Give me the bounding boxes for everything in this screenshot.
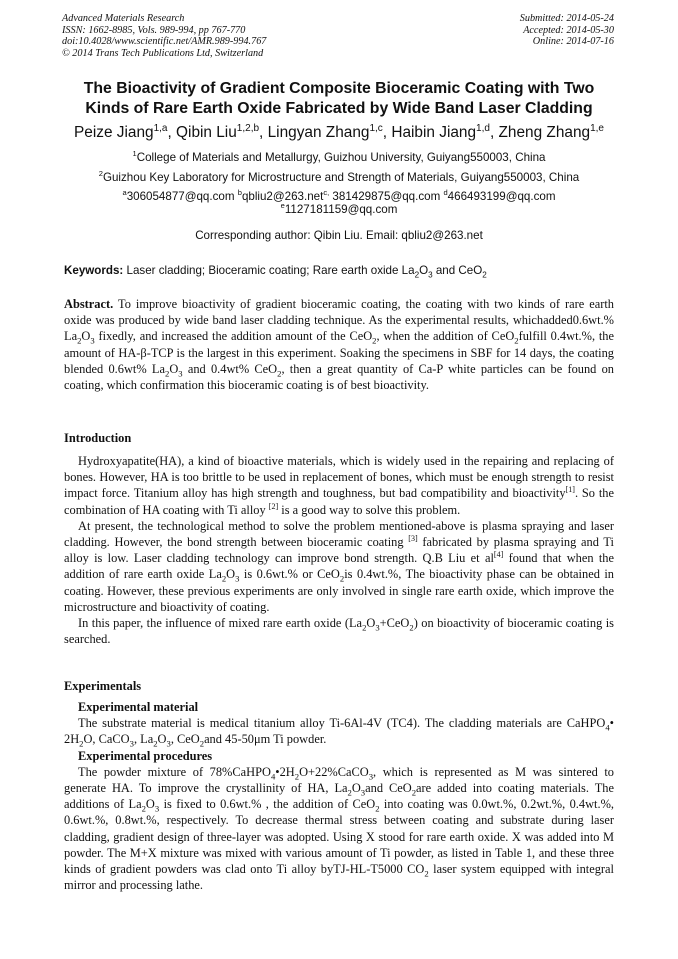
subscript: 2 [414, 270, 420, 280]
paragraph-text: In this paper, the influence of mixed rare earth oxide (La [78, 616, 363, 631]
abstract-text: , when the addition of CeO [376, 329, 515, 344]
subscript: 3 [368, 771, 374, 782]
subscript: 3 [166, 738, 171, 749]
paragraph-text: O [145, 797, 155, 812]
paragraph-text: At present, the technological method to solve the problem mentioned-above is plasma spraying and laser cladding. However, the bond strength between bioceramic coating [64, 518, 614, 550]
author-affil-mark: 1,c [369, 122, 383, 134]
author-name: Haibin Jiang [391, 124, 477, 141]
affiliation-1 [40, 151, 638, 165]
paragraph [64, 615, 614, 647]
keywords-text: O [419, 264, 429, 277]
email: 306054877@qq.com [126, 190, 238, 203]
paragraph-text: fabricated by plasma spraying and Ti alloy is low. Laser cladding technology can improve bond strength. Q.B Liu et al [64, 535, 615, 566]
paragraph-text: O+22%CaCO [299, 764, 369, 779]
journal-header-right [520, 13, 614, 48]
subscript: 3 [428, 270, 433, 280]
subscript: 2 [294, 771, 300, 782]
email: 466493199@qq.com [447, 190, 556, 203]
affiliation-mark: 1 [132, 149, 137, 159]
paragraph-text: •2H [275, 764, 295, 779]
subscript: 2 [199, 738, 205, 749]
abstract-text: and 0.4wt% CeO [182, 361, 278, 376]
copyright-line: © 2014 Trans Tech Publications Ltd, Switzerland [62, 47, 264, 59]
email: 381429875@qq.com [329, 190, 444, 203]
title-line-1: The Bioactivity of Gradient Composite Bioceramic Coating with Two [83, 80, 595, 97]
subscript: 2 [424, 868, 429, 879]
submitted-date: Submitted: 2014-05-24 [519, 13, 614, 24]
paragraph-text: O [366, 616, 376, 631]
paper-title [40, 79, 638, 118]
doi-line: doi:10.4028/www.scientific.net/AMR.989-994.767 [62, 36, 267, 48]
email-mark: b [237, 188, 242, 198]
issn-line: ISSN: 1662-8985, Vols. 989-994, pp 767-770 [62, 24, 246, 36]
abstract-text: O [169, 361, 179, 376]
subscript: 2 [347, 787, 352, 798]
keywords-label: Keywords: [64, 264, 124, 277]
abstract-label: Abstract. [64, 297, 114, 311]
subscript: 3 [129, 738, 134, 749]
introduction-body [64, 453, 614, 647]
paragraph-text: , CeO [170, 732, 200, 747]
email: 1127181159@qq.com [284, 202, 398, 216]
introduction-heading: Introduction [64, 431, 132, 445]
subscript: 3 [178, 368, 183, 379]
abstract-text: To improve bioactivity of gradient bioceramic coating, the coating with two kinds of rare earth oxide was produced by wide band laser cladding technique. As the experimental results, whichadded0.6wt.% La [64, 297, 614, 344]
subscript: 2 [482, 270, 487, 280]
accepted-date: Accepted: 2014-05-30 [523, 24, 614, 36]
abstract-text: , then a great quantity of Ca-P white particles can be found on coating, which confirmation this bioceramic coating is of best bioactivity. [64, 361, 614, 393]
citation: [1] [565, 485, 575, 495]
paragraph-text: laser system equipped with integral mirror and processing lathe. [64, 862, 614, 893]
abstract-paragraph [64, 296, 614, 393]
experimentals-heading: Experimentals [64, 679, 142, 693]
citation: [3] [408, 533, 418, 543]
subscript: 2 [409, 622, 414, 633]
subscript: 4 [605, 722, 610, 733]
paragraph-text: and 45-50μm Ti powder. [204, 732, 327, 747]
email-mark: c, [323, 188, 330, 198]
paragraph [64, 453, 614, 518]
subscript: 3 [154, 803, 160, 814]
journal-header-left [62, 13, 266, 59]
subscript: 3 [375, 622, 380, 633]
author-name: Qibin Liu [176, 124, 237, 141]
paragraph-text: +CeO [379, 616, 410, 631]
paragraph-text: O [157, 732, 167, 747]
paragraph-text: The substrate material is medical titanium alloy Ti-6Al-4V (TC4). The cladding materials are CaHPO [78, 716, 606, 731]
subscript: 2 [141, 803, 146, 814]
subscript: 2 [79, 738, 84, 749]
paragraph-text: found that when the addition of rare earth oxide La [64, 551, 614, 582]
email-mark: e [280, 200, 285, 210]
paragraph-text: O [351, 781, 361, 796]
subscript: 3 [235, 573, 240, 584]
subscript: 2 [164, 368, 170, 379]
subscript: 3 [90, 335, 95, 346]
corresponding-author: Corresponding author: Qibin Liu. Email: qbliu2@263.net [195, 229, 483, 242]
subscript: 2 [514, 335, 519, 346]
journal-name: Advanced Materials Research [62, 13, 185, 24]
subscript: 3 [360, 787, 366, 798]
online-date: Online: 2014-07-16 [532, 36, 614, 48]
subscript: 2 [221, 573, 227, 584]
email: qbliu2@263.net [241, 190, 324, 203]
affiliation-2 [40, 171, 638, 185]
author-affil-mark: 1,a [153, 122, 168, 134]
email-mark: d [443, 188, 448, 198]
experimentals-body [64, 699, 614, 893]
experimental-material-heading: Experimental material [78, 700, 199, 714]
title-line-2: Kinds of Rare Earth Oxide Fabricated by Wide Band Laser Cladding [85, 99, 593, 117]
author-name: Lingyan Zhang [267, 124, 370, 141]
author-name: Peize Jiang [74, 124, 154, 141]
paragraph-text: is 0.4wt.%, The bioactivity phase can be obtained in coating. However, these previous experiments are only involved in single rare earth oxide, which improve the microstructure and bioactivity of coating. [64, 567, 614, 614]
author-emails [40, 188, 638, 216]
paragraph-text: , La [133, 732, 154, 747]
affiliation-text: College of Materials and Metallurgy, Guizhou University, Guiyang550003, China [136, 151, 546, 164]
paragraph [64, 518, 614, 615]
citation: [4] [493, 550, 504, 560]
paragraph-text: is 0.6wt.% or CeO [239, 567, 340, 582]
paragraph-text: O, CaCO [83, 732, 130, 747]
paragraph [64, 715, 614, 747]
subscript: 2 [339, 573, 345, 584]
author-list: Peize Jiang$^{1,a}$, Qibin Liu$^{1,2,b}$, Lingyan Zhang$^{1,c}$, Haibin Jiang$^{1,d}$, Zheng Zhang$^{1,e}$ [74, 122, 604, 141]
subscript: 2 [277, 368, 282, 379]
abstract-text: fulfill 0.4wt.%, the amount of HA-β-TCP is the largest in this experiment. Soaking the specimens in SBF for 14 days, the coating blended 0.6wt% La [64, 329, 614, 376]
experimental-procedures-heading: Experimental procedures [78, 748, 213, 763]
paragraph-text: and CeO [365, 781, 412, 796]
paragraph [64, 764, 614, 894]
citation: [2] [268, 501, 279, 511]
paragraph-text: ) on bioactivity of bioceramic coating is searched. [64, 616, 614, 647]
keywords-text: and CeO [432, 264, 483, 277]
subscript: 4 [270, 771, 276, 782]
subscript: 2 [372, 335, 377, 346]
paragraph-text: Hydroxyapatite(HA), a kind of bioactive materials, which is widely used in the repairing and replacing of bones. However, HA is too brittle to be used in replacement of bones, which must be enough strength to resist impact force. Titanium alloy has high strength and toughness, but bad compatibility and bioactivity [64, 454, 614, 501]
subscript: 2 [77, 335, 82, 346]
paragraph-text: is a good way to solve this problem. [278, 502, 461, 517]
author-affil-mark: 1,2,b [236, 122, 260, 134]
author-name: Zheng Zhang [498, 124, 591, 141]
subscript: 2 [362, 622, 367, 633]
email-mark: a [122, 188, 127, 198]
abstract-text: fixedly, and increased the addition amount of the CeO [94, 329, 373, 344]
affiliation-mark: 2 [98, 169, 103, 179]
paragraph-text: into coating was 0.0wt.%, 0.2wt.%, 0.4wt.%, 0.6wt.%, 0.8wt.%, respectively. To decrease thermal stress between coating and substrate during laser cladding, gradient design of three-layer was adopted. Using X stood for rare earth oxide. X was added into M powder. The M+X mixture was mixed with various amount of Ti powder, as listed in Table 1, and these three kinds of gradient powders was clad onto Ti alloy byTJ-HL-T5000 CO [64, 797, 615, 877]
author-affil-mark: 1,d [476, 122, 490, 134]
author-affil-mark: 1,e [590, 122, 604, 134]
paragraph-text: The powder mixture of 78%CaHPO [78, 764, 271, 779]
abstract-text: O [81, 329, 91, 344]
paragraph-text: are added into coating materials. The additions of La [64, 781, 614, 812]
keywords-text: Laser cladding; Bioceramic coating; Rare earth oxide La [123, 264, 415, 277]
paragraph-text: is fixed to 0.6wt.% , the addition of CeO [159, 797, 376, 812]
keywords-line [64, 264, 619, 278]
subscript: 2 [153, 738, 158, 749]
subscript: 2 [411, 787, 417, 798]
paragraph-text: . So the combination of HA coating with Ti alloy [64, 486, 614, 517]
affiliation-text: Guizhou Key Laboratory for Microstructure and Strength of Materials, Guiyang550003, China [102, 171, 580, 184]
subscript: 2 [375, 803, 380, 814]
paragraph-text: • 2H [64, 716, 614, 747]
paragraph-text: , which is represented as M was sintered to generate HA. To improve the crystallinity of HA, La [64, 764, 614, 796]
paragraph-text: O [226, 567, 236, 582]
